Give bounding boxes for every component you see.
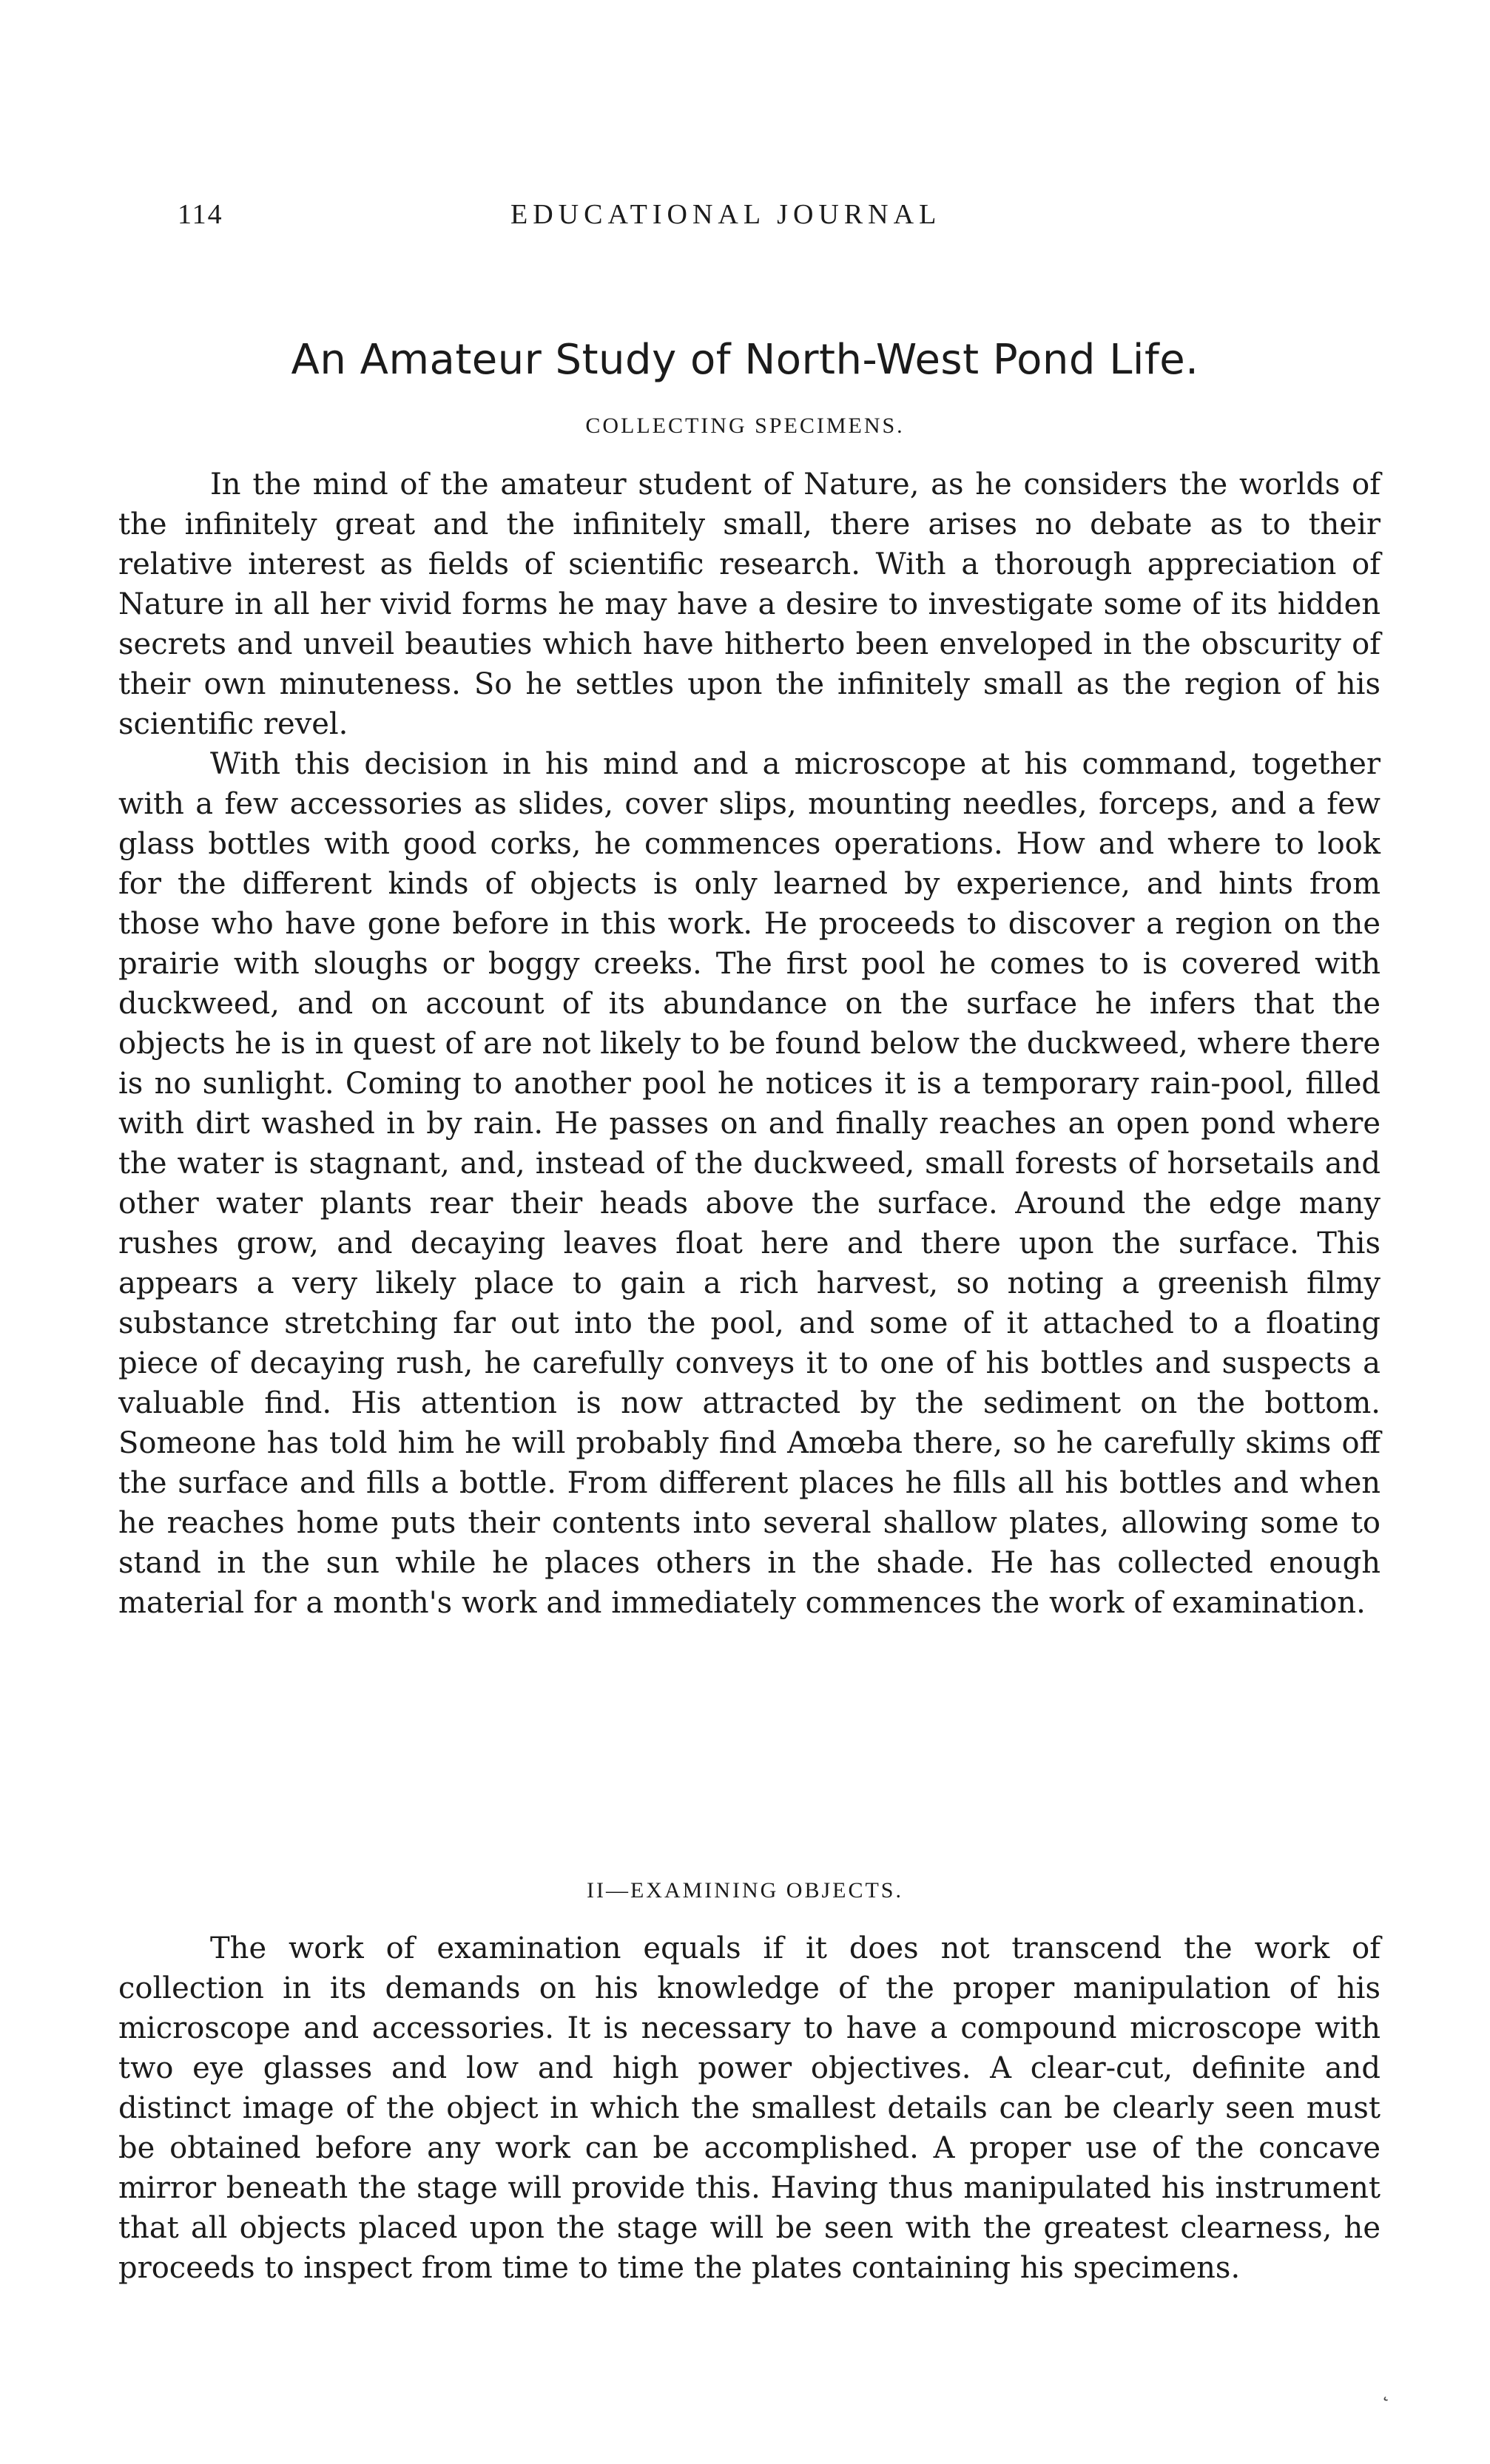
section-heading-examining: II—EXAMINING OBJECTS. [587, 1878, 903, 1903]
section-heading-collecting: COLLECTING SPECIMENS. [585, 414, 905, 438]
article-title: An Amateur Study of North-West Pond Life. [291, 336, 1199, 384]
section-body-collecting [118, 465, 1381, 1623]
print-speck: ˛ [1381, 2377, 1391, 2402]
paragraph: In the mind of the amateur student of Nature, as he considers the worlds of the infinitely great and the infinitely small, there arises no debate as to their relative interest as fields of scientific research. With a thorough appreciation of Nature in all her vivid forms he may have a desire to investigate some of its hidden secrets and unveil beauties which have hitherto been enveloped in the obscurity of their own minuteness. So he settles upon the infinitely small as the region of his scientific revel. [118, 468, 1381, 741]
paragraph: The work of examination equals if it does not transcend the work of collection in its demands on his knowledge of the proper manipulation of his microscope and accessories. It is necessary to have a compound microscope with two eye glasses and low and high power objectives. A clear-cut, definite and distinct image of the object in which the smallest details can be clearly seen must be obtained before any work can be accomplished. A proper use of the concave mirror beneath the stage will provide this. Having thus manipulated his instrument that all objects placed upon the stage will be seen with the greatest clearness, he proceeds to inspect from time to time the plates containing his specimens. [118, 1931, 1381, 2285]
running-head [0, 198, 1490, 243]
section-body-examining [118, 1928, 1381, 2288]
page-number: 114 [178, 199, 223, 230]
paragraph: With this decision in his mind and a microscope at his command, together with a few accessories as slides, cover slips, mounting needles, forceps, and a few glass bottles with good corks, he commences operations. How and where to look for the different kinds of objects is only learned by experience, and hints from those who have gone before in this work. He proceeds to discover a region on the prairie with sloughs or boggy creeks. The first pool he comes to is covered with duckweed, and on account of its abundance on the surface he infers that the objects he is in quest of are not likely to be found below the duckweed, where there is no sunlight. Coming to another pool he notices it is a temporary rain-pool, filled with dirt washed in by rain. He passes on and finally reaches an open pond where the water is stagnant, and, instead of the duckweed, small forests of horsetails and other water plants rear their heads above the surface. Around the edge many rushes grow, and decaying leaves float here and there upon the surface. This appears a very likely place to gain a rich harvest, so noting a greenish filmy substance stretching far out into the pool, and some of it attached to a floating piece of decaying rush, he carefully conveys it to one of his bottles and suspects a valuable find. His attention is now attracted by the sediment on the bottom. Someone has told him he will probably find Amœba there, so he carefully skims off the surface and fills a bottle. From different places he fills all his bottles and when he reaches home puts their contents into several shallow plates, allowing some to stand in the sun while he places others in the shade. He has collected enough material for a month's work and immediately commences the work of examination. [118, 747, 1381, 1620]
journal-name: EDUCATIONAL JOURNAL [510, 199, 942, 230]
